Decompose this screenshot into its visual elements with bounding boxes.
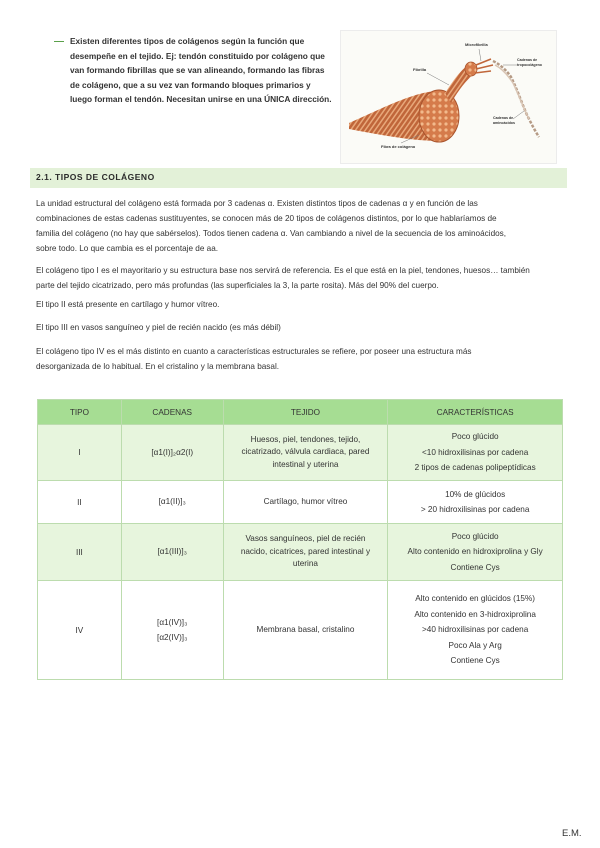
caracteristica-line: Contiene Cys [450,656,500,666]
paragraph-line: parte del tejido cicatrizado, pero más profundas (las superficiales la 3, la parte rosita). Más del 90% del cuerpo. [36,281,439,290]
paragraph-line: El tipo III en vasos sanguíneo y piel de recién nacido (es más débil) [36,323,281,332]
label-fibrilla: Fibrilla [413,67,427,72]
cell-tejido [223,481,388,524]
cell-cadenas [121,481,223,524]
fibril-end [465,62,477,76]
paragraph-tipo-iii [36,320,566,335]
cadena-line: [α1(IV)]₃ [157,617,188,627]
cell-tipo: I [38,425,122,481]
footer-initials: E.M. [562,828,582,839]
table-row [38,481,563,524]
caracteristica-line: Poco glúcido [451,531,499,541]
tejido-line: Cartílago, humor vítreo [263,497,348,507]
label-tropocolageno-1: Cadenas de [517,58,538,62]
paragraph-line: El colágeno tipo IV es el más distinto en cuanto a características estructurales se refiere, por poseer una estructura más [36,347,472,356]
caracteristica-line: Poco Ala y Arg [448,640,502,650]
caracteristica-line: Alto contenido en 3-hidroxiprolina [414,609,536,619]
paragraph-line: El colágeno tipo I es el mayoritario y su estructura base nos servirá de referencia. Es el que está en la piel, tendones, huesos… también [36,266,530,275]
label-tropocolageno-2: tropocolágeno [517,63,542,67]
cell-caracteristicas [388,524,563,581]
paragraph-line: sobre todo. Lo que cambia es el porcentaje de aa. [36,244,219,253]
collagen-structure-figure [340,30,557,164]
cell-cadenas [121,581,223,680]
caracteristica-line: Alto contenido en hidroxiprolina y Gly [407,547,543,557]
collagen-illustration [341,31,556,163]
cell-cadenas [121,425,223,481]
cadena-line: [α2(IV)]₃ [157,633,188,642]
cell-caracteristicas [388,581,563,680]
tejido-line: Huesos, piel, tendones, tejido, [250,434,361,444]
label-aminoacidos-2: aminoácidos [493,121,515,125]
header-tipo: TIPO [38,400,122,425]
bullet-dash [54,41,64,42]
paragraph-line: La unidad estructural del colágeno está formada por 3 cadenas α. Existen distintos tipos de cadenas α y en función de las [36,199,478,208]
cell-tipo: II [38,481,122,524]
paragraph-line: familia del colágeno (no hay que sabérselos). Todos tienen cadena α. Van cambiando a nivel de la secuencia de los aminoácidos, [36,229,507,238]
microfibril-strands [475,59,493,73]
caracteristica-line: > 20 hidroxilisinas por cadena [420,505,530,514]
label-fibra: Fibra de colágeno [381,144,416,149]
caracteristica-line: 2 tipos de cadenas polipeptídicas [414,463,536,473]
section-title: 2.1. TIPOS DE COLÁGENO [36,172,155,182]
paragraph-tipo-ii [36,297,566,312]
cadena-line: [α1(I)]₂α2(I) [151,447,194,457]
paragraph-tipo-i [36,263,566,293]
cell-cadenas [121,524,223,581]
caracteristica-line: <10 hidroxilisinas por cadena [421,447,529,457]
cadena-line: [α1(III)]₃ [157,547,187,557]
caracteristica-line: Contiene Cys [450,562,500,572]
label-aminoacidos-1: Cadenas de [493,116,514,120]
leader-microfibrilla [479,49,481,61]
caracteristica-line: Poco glúcido [451,432,499,442]
caracteristica-line: 10% de glúcidos [445,489,506,499]
section-heading-bar [30,168,567,188]
header-cadenas: CADENAS [121,400,223,425]
header-tejido: TEJIDO [223,400,388,425]
tejido-line: Membrana basal, cristalino [256,625,355,635]
label-microfibrilla: Microfibrilla [465,42,488,47]
tejido-line: uterina [292,559,318,569]
paragraph-line: desorganizada de lo habitual. En el cristalino y la membrana basal. [36,362,280,371]
caracteristica-line: Alto contenido en glúcidos (15%) [415,594,535,604]
collagen-types-table [37,399,563,680]
table-row [38,425,563,481]
paragraph-unidad-estructural [36,196,566,256]
cadena-line: [α1(II)]₃ [158,497,186,507]
paragraph-line: combinaciones de estas cadenas sustituyentes, se conocen más de 20 tipos de colágenos distintos, por lo que hablaríamos de [36,214,497,223]
header-caracteristicas: CARACTERÍSTICAS [388,400,563,425]
cell-tejido [223,425,388,481]
cell-tipo: IV [38,581,122,680]
tejido-line: nacido, cicatrices, pared intestinal y [240,546,371,556]
cell-tejido [223,524,388,581]
intro-bullet [54,34,334,107]
tropocollagen-helix [493,61,539,137]
table-header-row [38,400,563,425]
intro-text: Existen diferentes tipos de colágenos según la función que desempeñe en el tejido. Ej: tendón constituido por colágeno que van formando fibrillas que se van alineando, formando las fibras de colágeno, que a su vez van formando bloques primarios y luego forman el tendón. Necesitan unirse en una ÚNICA dirección. [70,36,332,105]
tejido-line: intestinal y uterina [272,459,339,469]
table-row [38,524,563,581]
cell-tejido [223,581,388,680]
cell-caracteristicas [388,481,563,524]
tejido-line: Vasos sanguíneos, piel de recién [245,534,366,544]
paragraph-tipo-iv [36,344,566,374]
table-row [38,581,563,680]
cell-caracteristicas [388,425,563,481]
caracteristica-line: >40 hidroxilisinas por cadena [421,625,529,635]
leader-aminoacidos [513,111,524,119]
tejido-line: cicatrizado, válvula cardiaca, pared [241,447,370,457]
paragraph-line: El tipo II está presente en cartílago y humor vítreo. [36,300,220,309]
leader-fibrilla [427,73,449,85]
cell-tipo: III [38,524,122,581]
